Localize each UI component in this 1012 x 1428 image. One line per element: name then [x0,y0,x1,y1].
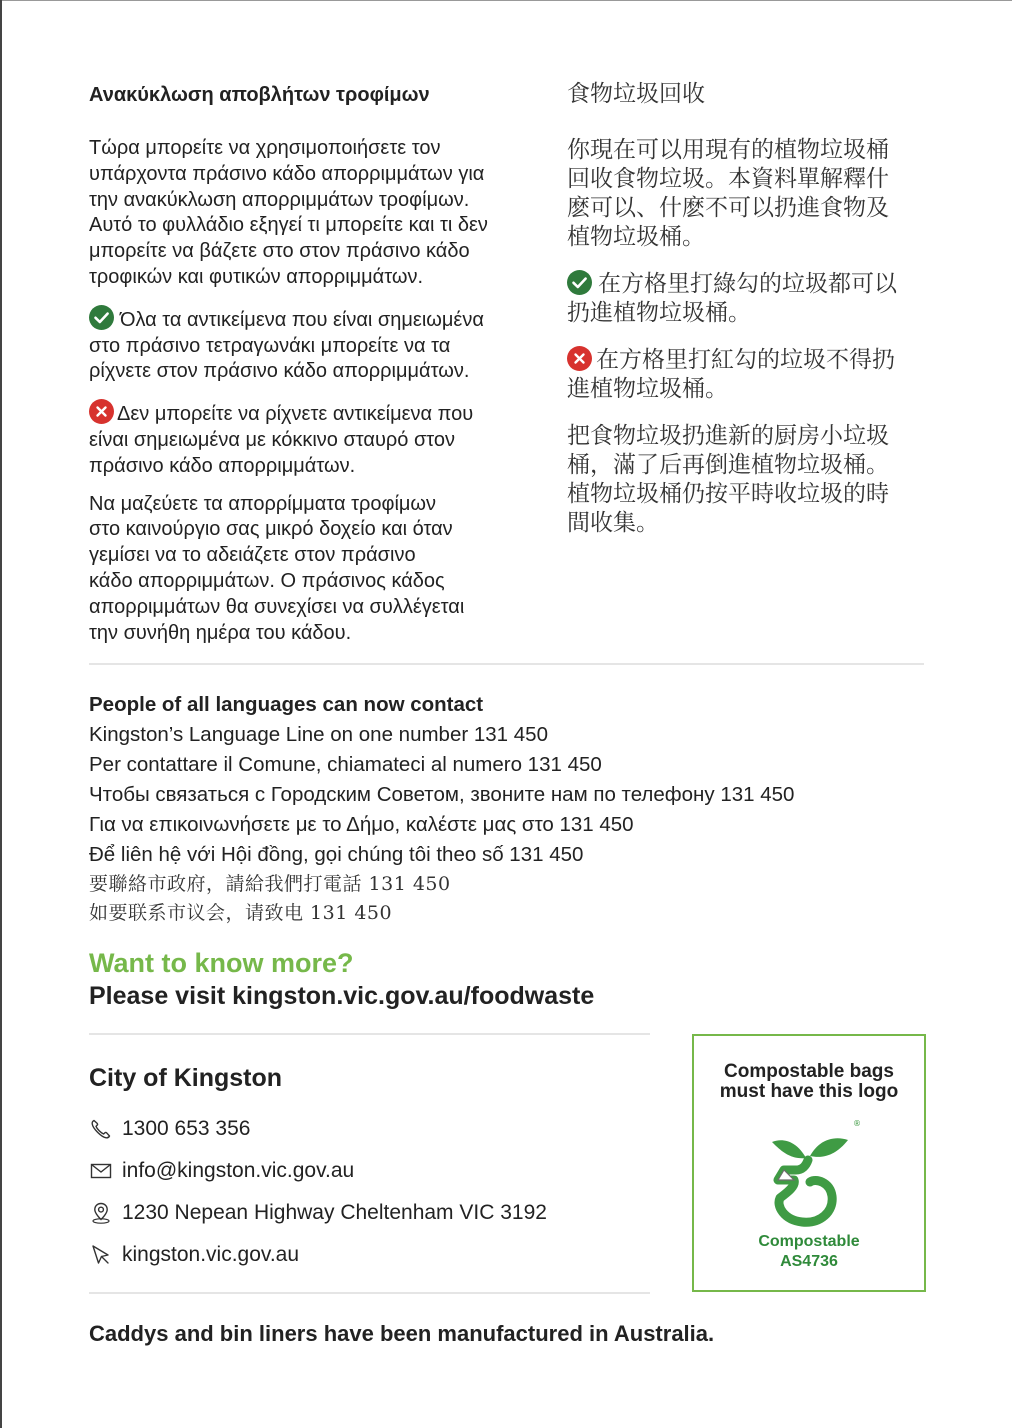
language-line-italian: Per contattare il Comune, chiamateci al numero 131 450 [89,753,602,776]
section-divider [89,1292,650,1294]
chinese-tick-line: 扔進植物垃圾桶。 [567,300,751,326]
greek-collect-paragraph [89,492,529,647]
know-more-block [89,946,594,1012]
greek-cross-line: είναι σημειωμένα με κόκκινο σταυρό στον [89,428,456,451]
know-more-title: Want to know more? [89,948,354,978]
greek-intro-line: Τώρα μπορείτε να χρησιμοποιήσετε τον [89,137,441,159]
chinese-collect-line: 植物垃圾桶仍按平時收垃圾的時 [567,481,889,507]
greek-tick-line: Όλα τα αντικείμενα που είναι σημειωμένα [120,308,484,331]
phone-number: 1300 653 356 [122,1117,251,1140]
envelope-icon [89,1159,113,1183]
chinese-cross-line: 進植物垃圾桶。 [567,376,728,402]
chinese-cross-paragraph [567,346,927,404]
chinese-intro-line: 你現在可以用現有的植物垃圾桶 [567,137,889,163]
greek-intro-line: τροφικών και φυτικών απορριμμάτων. [89,265,424,288]
greek-collect-line: την συνήθη ημέρα του κάδου. [89,621,352,644]
website-link: kingston.vic.gov.au [122,1243,300,1266]
language-line-greek: Για να επικοινωνήσετε με το Δήμο, καλέστε μας στο 131 450 [89,813,634,836]
greek-collect-line: στο καινούργιο σας μικρό δοχείο και όταν [89,518,453,541]
logo-caption-line: must have this logo [719,1081,899,1102]
email-row[interactable] [89,1150,649,1192]
greek-collect-line: κάδο απορριμμάτων. Ο πράσινος κάδος [89,569,445,592]
chinese-collect-line: 桶，滿了后再倒進植物垃圾桶。 [567,452,889,478]
green-tick-icon [567,270,592,295]
language-line-english: Kingston’s Language Line on one number 131 450 [89,723,548,746]
greek-cross-line: Δεν μπορείτε να ρίχνετε αντικείμενα που [117,403,474,426]
footer-note: Caddys and bin liners have been manufactured in Australia. [89,1321,715,1346]
chinese-cross-line-first [567,346,927,375]
greek-collect-line: απορριμμάτων θα συνεχίσει να συλλέγεται [89,595,465,618]
page-left-border [0,0,2,1428]
greek-intro-line: Αυτό το φυλλάδιο εξηγεί τι μπορείτε και τι δεν [89,214,488,237]
phone-icon [89,1117,113,1141]
city-title: City of Kingston [89,1064,283,1092]
greek-column [89,80,529,657]
registered-mark: ® [853,1119,861,1128]
greek-collect-line: γεμίσει να το αδειάζετε στον πράσινο [89,544,416,567]
location-pin-icon [89,1201,113,1225]
language-line-heading: People of all languages can now contact [89,693,484,716]
section-divider [89,1033,650,1035]
chinese-intro [567,136,927,252]
address-row [89,1192,649,1234]
chinese-intro-line: 麽可以、什麽不可以扔進食物及 [567,195,889,221]
chinese-collect-line: 間收集。 [567,510,659,536]
greek-tick-line: ρίχνετε στον πράσινο κάδο απορριμμάτων. [89,360,470,383]
chinese-intro-line: 回收食物垃圾。本資料單解釋什 [567,166,889,192]
greek-tick-line: στο πράσινο τετραγωνάκι μπορείτε να τα [89,334,451,357]
email-address: info@kingston.vic.gov.au [122,1159,355,1182]
language-line-chinese-traditional: 要聯絡市政府，請給我們打電話 131 450 [89,873,451,895]
red-cross-icon [567,346,592,371]
cursor-icon [89,1243,113,1267]
website-row[interactable] [89,1234,649,1276]
chinese-tick-paragraph [567,270,927,328]
green-tick-icon [89,305,114,330]
greek-intro-line: μπορείτε να βάζετε στο στον πράσινο κάδο [89,240,470,263]
greek-intro [89,136,529,291]
greek-cross-paragraph [89,399,529,479]
greek-tick-line-first [89,305,529,334]
chinese-cross-line: 在方格里打紅勾的垃圾不得扔 [596,347,895,373]
language-line-chinese-simplified: 如要联系市议会，请致电 131 450 [89,902,393,924]
chinese-column [567,78,927,552]
language-line-vietnamese: Để liên hệ với Hội đồng, gọi chúng tôi theo số 131 450 [89,843,584,866]
greek-intro-line: υπάρχοντα πράσινο κάδο απορριμμάτων για [89,162,485,185]
phone-row[interactable] [89,1108,649,1150]
chinese-intro-line: 植物垃圾桶。 [567,224,705,250]
city-contact-block [89,1062,649,1276]
greek-collect-line: Να μαζεύετε τα απορρίμματα τροφίμων [89,492,437,515]
language-line-block [89,690,929,928]
greek-tick-paragraph [89,305,529,385]
page-top-border [0,0,1012,1]
red-cross-icon [89,399,114,424]
logo-standard: AS4736 [780,1253,838,1270]
know-more-link[interactable]: Please visit kingston.vic.gov.au/foodwaste [89,982,595,1010]
compostable-logo-box [692,1034,926,1292]
chinese-collect-line: 把食物垃圾扔進新的厨房小垃圾 [567,423,889,449]
greek-cross-line-first [89,399,529,428]
chinese-heading: 食物垃圾回收 [567,81,705,107]
greek-heading: Ανακύκλωση αποβλήτων τροφίμων [89,84,430,106]
greek-intro-line: την ανακύκλωση απορριμμάτων τροφίμων. [89,188,470,211]
section-divider [89,663,924,665]
logo-name-line: Compostable [758,1233,860,1250]
street-address: 1230 Nepean Highway Cheltenham VIC 3192 [122,1201,547,1224]
seedling-logo-icon [754,1116,864,1228]
chinese-tick-line-first [567,270,927,299]
logo-caption [694,1062,924,1102]
logo-name [694,1232,924,1272]
chinese-collect-paragraph [567,422,927,538]
logo-caption-line: Compostable bags [724,1061,894,1082]
chinese-tick-line: 在方格里打綠勾的垃圾都可以 [598,271,897,297]
language-line-russian: Чтобы связаться с Городским Советом, звоните нам по телефону 131 450 [89,783,795,806]
greek-cross-line: πράσινο κάδο απορριμμάτων. [89,454,356,477]
